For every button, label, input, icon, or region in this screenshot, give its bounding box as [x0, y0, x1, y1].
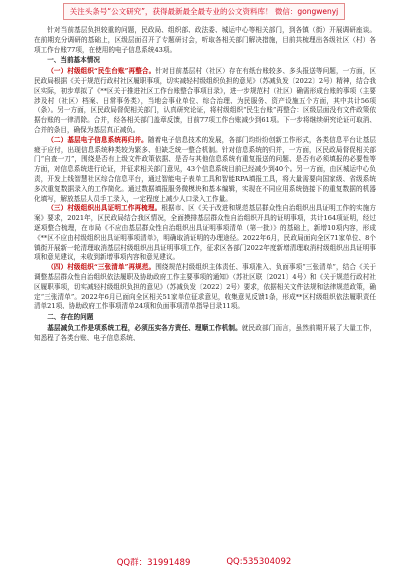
paragraph-3-lead: （三）村级组织出具证明工作再梳理。 — [47, 204, 162, 213]
paragraph-5 — [34, 324, 376, 344]
section-heading-2: 二、存在的问题 — [47, 313, 94, 322]
section-heading-1: 一、当前基本情况 — [47, 56, 100, 65]
banner — [0, 0, 408, 22]
paragraph-2-lead: （二）基层电子信息系统再归并。 — [47, 135, 148, 144]
intro-paragraph: 针对当前基层负担较重的问题，民政局、组织部、政法委、城运中心等相关部门，到各镇（街）开展调研座谈。在前期充分调研的基础上，区级层面召开了专题研讨会，听取各相关部门解决措施，目前共梳理出各级社区（村）各项工作台账77项，在使用的电子信息系统43项。 — [34, 26, 376, 54]
paragraph-4 — [34, 263, 376, 312]
footer — [0, 552, 408, 572]
paragraph-1 — [34, 67, 376, 136]
paragraph-5-text: 就民政部门而言，虽然前期开展了大量工作，知悉程了各类台账、电子信息系统、 — [34, 323, 376, 342]
paragraph-3 — [34, 204, 376, 263]
document-body — [34, 26, 376, 546]
footer-qq-group: QQ群：31991489 — [116, 558, 191, 568]
paragraph-2-text: 随着电子信息技术的发展，各部门均纷纷创新工作形式，各类信息平台让基层疲于应付，出现信息系统种类较为繁多、但缺乏统一整合机制。针对信息系统的归并，一方面，区民政局督促相关部门“自查一刀”，围绕是否有上级文件政策依据、是否与其他信息系统有重复报送的问题、是否有必须填报的必要性等方面，对信息系统进行论证，并征求相关部门意见，43个信息系统目前已经减少到40个。另一方面，由区城运中心负责，开发上线智慧社区综合信息平台，通过智能电子表单工具和智能RPA填报工具，将大量需要向国家级、省级系统多次重复数据录入的工作简化。通过数据填报服务微模块和基本编辑，实现在不同应用系统链接下的重复数据的机器化填写，解放基层人员手工录入，一定程度上减少人口录入工作量。 — [34, 135, 376, 203]
banner-text: 关注头条号“公文研究”，获得最新最全最专业的公文资料库！ 微信：gongwenyj — [63, 3, 346, 20]
paragraph-4-text: 围绕规范村级组织主体责任、事项准入、负面事项“三张清单”，结合《关于调整基层群众性自治组织依法履职及协助政府工作主要事项的通知》（苏社区联〔2021〕4号）和《关于规范行政村社区履职事项，切实减轻村级组织负担的意见》（苏减负发〔2022〕2号）要求，依据相关文件法规和法律规范政策，确定“三张清单”。2022年6月已面向全区相关51家单位征求意见，收集意见反馈1条，形成**区村级组织依法履职责任清单21项、协助政府工作事项清单24项和负面事项清单指导目录11项。 — [34, 263, 376, 311]
paragraph-1-text: 针对目前基层村（社区）存在有纸台账较多、多头报送等问题，一方面，区民政局根据《关于规范行政村社区履职事项，切实减轻村级组织负担的意见》（苏减负发〔2022〕2号）精神，结合我区实际，初步草拟了《**区关于推进社区工作台账整合事项目录》，进一步规范村（社区）确需形成台账的事项（主要涉及村（社区）档案、日常事务类），当地会事业单位、综合治理、为民服务、资产设施五个方面，其中共计56项（条）。另一方面，区民政局督促相关部门，认真研究论证，将村级组织“民生台账”再整合：区级层面没有文件政策依据台账的一律清除。合并，经各相关部门盖章反馈，目前77项工作台账减少到61项。下一步将继续研究论证可取消、合并的条目，确保为基层真正减负。 — [34, 67, 376, 134]
footer-qq-contact: QQ:535304092 — [226, 557, 292, 567]
paragraph-4-lead: （四）村级组织“三张清单”再规范。 — [47, 263, 156, 272]
paragraph-2 — [34, 136, 376, 205]
paragraph-5-lead: 基层减负工作是项系统工程，必须压实各方责任、理顺工作机制。 — [47, 323, 242, 332]
paragraph-1-lead: （一）村级组织“民生台账”再整合。 — [47, 67, 156, 76]
paragraph-3-text: 根据市、区《关于改进和规范基层群众性自治组织出具证明工作的实施方案》要求，2021年，区民政局结合我区情况，全面摸排基层群众性自治组织开具的证明事项，共计164项证明，经过逐项整合梳理，在市局《不应由基层群众性自治组织出具证明事项清单（第一批）》的基础上，新增10项内容，形成《**区不应由村级组织出具证明事项清单》，明确取消证明的办理途径。2022年6月，民政局面向全区71家单位、8个镇街开展新一轮清理取消基层村级组织出具证明事项工作，征求区各部门2022年度新增清理取消村级组织出具证明事项和意见建议，未收到新增事项内容和意见建议。 — [34, 204, 376, 262]
